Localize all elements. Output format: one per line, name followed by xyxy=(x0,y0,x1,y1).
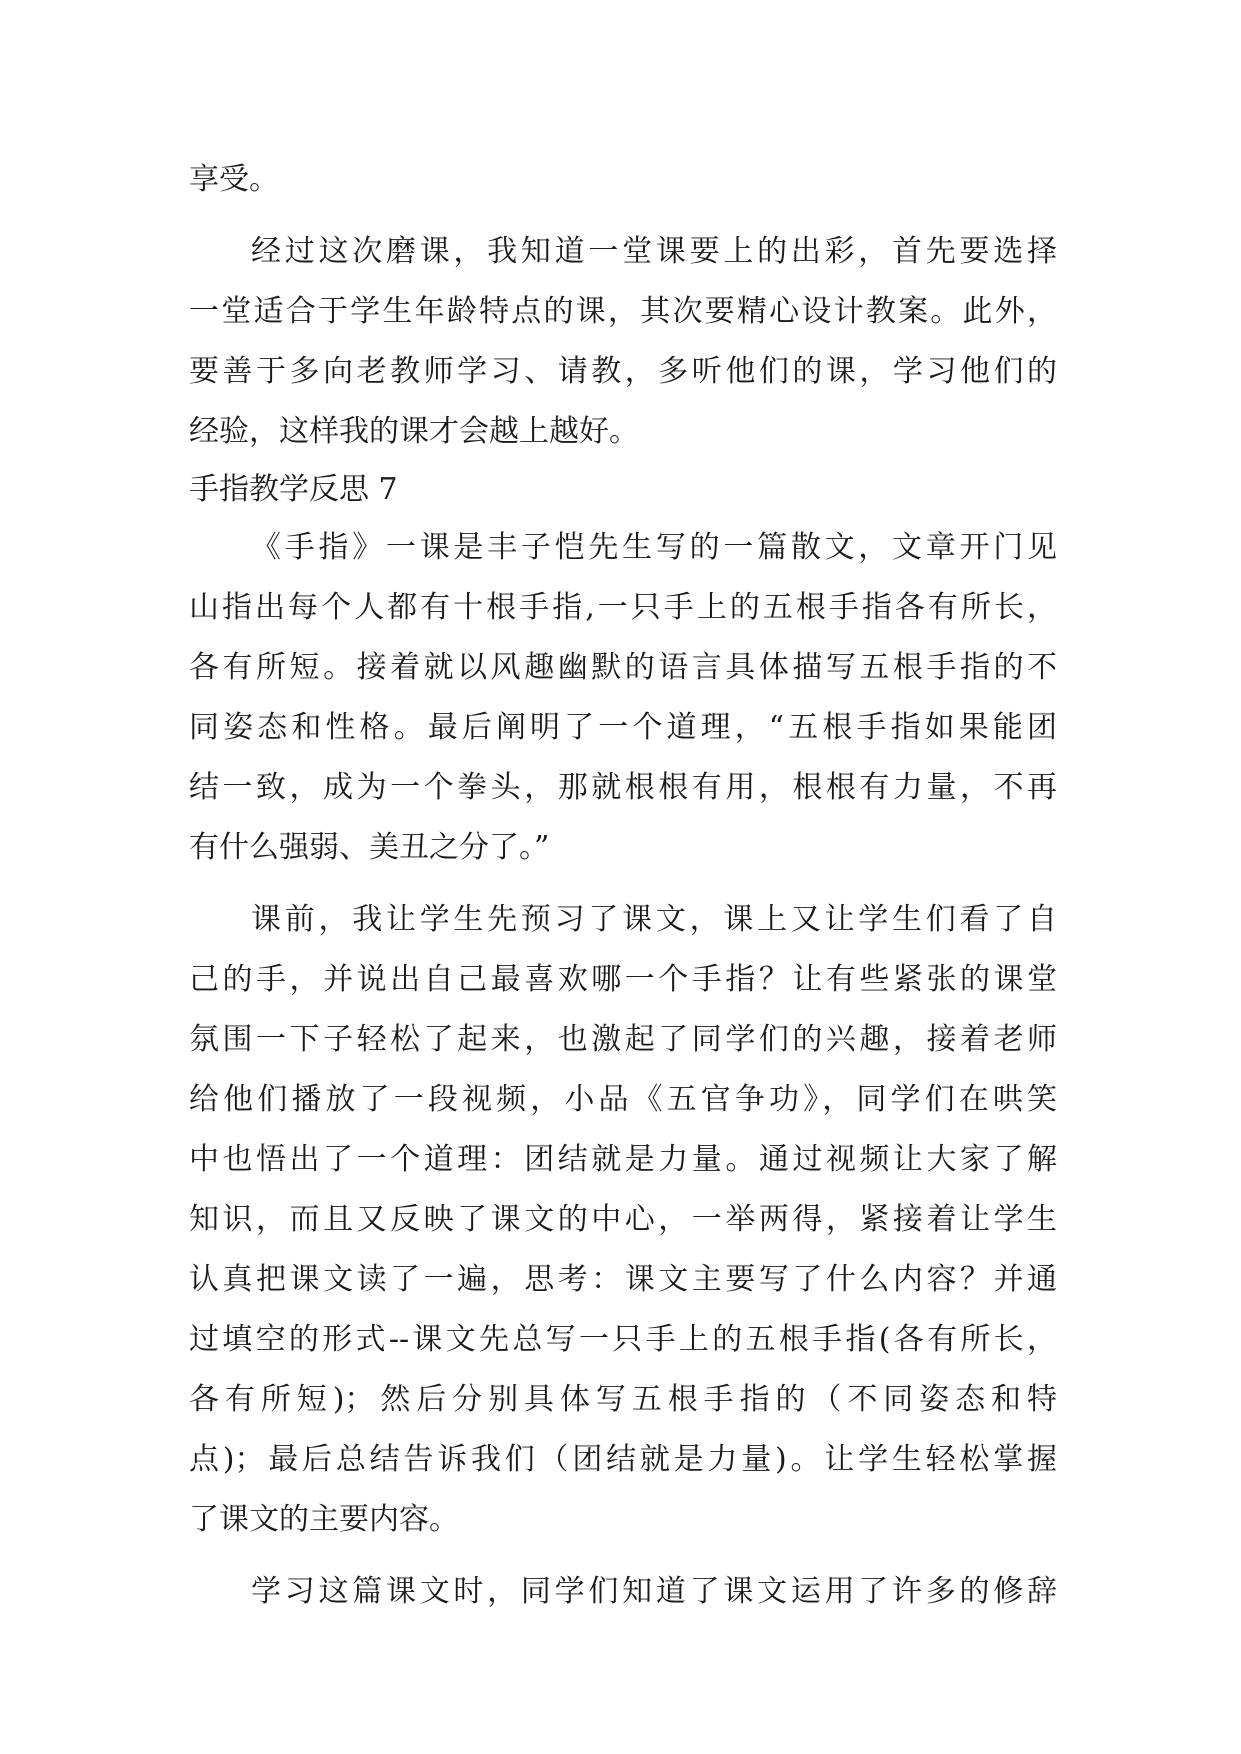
text-line: 经验，这样我的课才会越上越好。 xyxy=(189,414,639,449)
text-line: 课前，我让学生先预习了课文，课上又让学生们看了自 xyxy=(251,902,1057,937)
text-line: 氛围一下子轻松了起来，也激起了同学们的兴趣，接着老师 xyxy=(189,1022,1057,1057)
paragraph-gap xyxy=(189,210,1057,222)
text-line: 要善于多向老教师学习、请教，多听他们的课，学习他们的 xyxy=(189,354,1057,389)
body-text xyxy=(189,150,1057,1622)
text-line: 知识，而且又反映了课文的中心，一举两得，紧接着让学生 xyxy=(189,1202,1057,1237)
text-line: 了课文的主要内容。 xyxy=(189,1502,459,1537)
paragraph-gap xyxy=(189,878,1057,890)
text-line: 各有所短)；然后分别具体写五根手指的（不同姿态和特 xyxy=(189,1382,1057,1417)
text-line: 己的手，并说出自己最喜欢哪一个手指？让有些紧张的课堂 xyxy=(189,962,1057,997)
text-line: 认真把课文读了一遍，思考：课文主要写了什么内容？并通 xyxy=(189,1262,1057,1297)
text-line: 点)；最后总结告诉我们（团结就是力量)。让学生轻松掌握 xyxy=(189,1442,1057,1477)
text-line: 结一致，成为一个拳头，那就根根有用，根根有力量，不再 xyxy=(189,770,1057,805)
text-line: 山指出每个人都有十根手指,一只手上的五根手指各有所长， xyxy=(189,590,1057,625)
text-line: 各有所短。接着就以风趣幽默的语言具体描写五根手指的不 xyxy=(189,650,1057,685)
text-line: 有什么强弱、美丑之分了。” xyxy=(189,830,550,865)
text-line: 过填空的形式--课文先总写一只手上的五根手指(各有所长， xyxy=(189,1322,1057,1357)
paragraph-gap xyxy=(189,1550,1057,1562)
text-line: 中也悟出了一个道理：团结就是力量。通过视频让大家了解 xyxy=(189,1142,1057,1177)
text-line: 给他们播放了一段视频，小品《五官争功》，同学们在哄笑 xyxy=(189,1082,1057,1117)
section-heading: 手指教学反思 7 xyxy=(189,472,398,507)
text-line: 一堂适合于学生年龄特点的课，其次要精心设计教案。此外， xyxy=(189,294,1057,329)
text-line: 学习这篇课文时，同学们知道了课文运用了许多的修辞 xyxy=(251,1574,1057,1609)
text-line: 《手指》一课是丰子恺先生写的一篇散文，文章开门见 xyxy=(251,530,1057,565)
text-line: 同姿态和性格。最后阐明了一个道理，“五根手指如果能团 xyxy=(189,710,1057,745)
text-line: 享受。 xyxy=(189,162,279,197)
text-line: 经过这次磨课，我知道一堂课要上的出彩，首先要选择 xyxy=(251,234,1057,269)
